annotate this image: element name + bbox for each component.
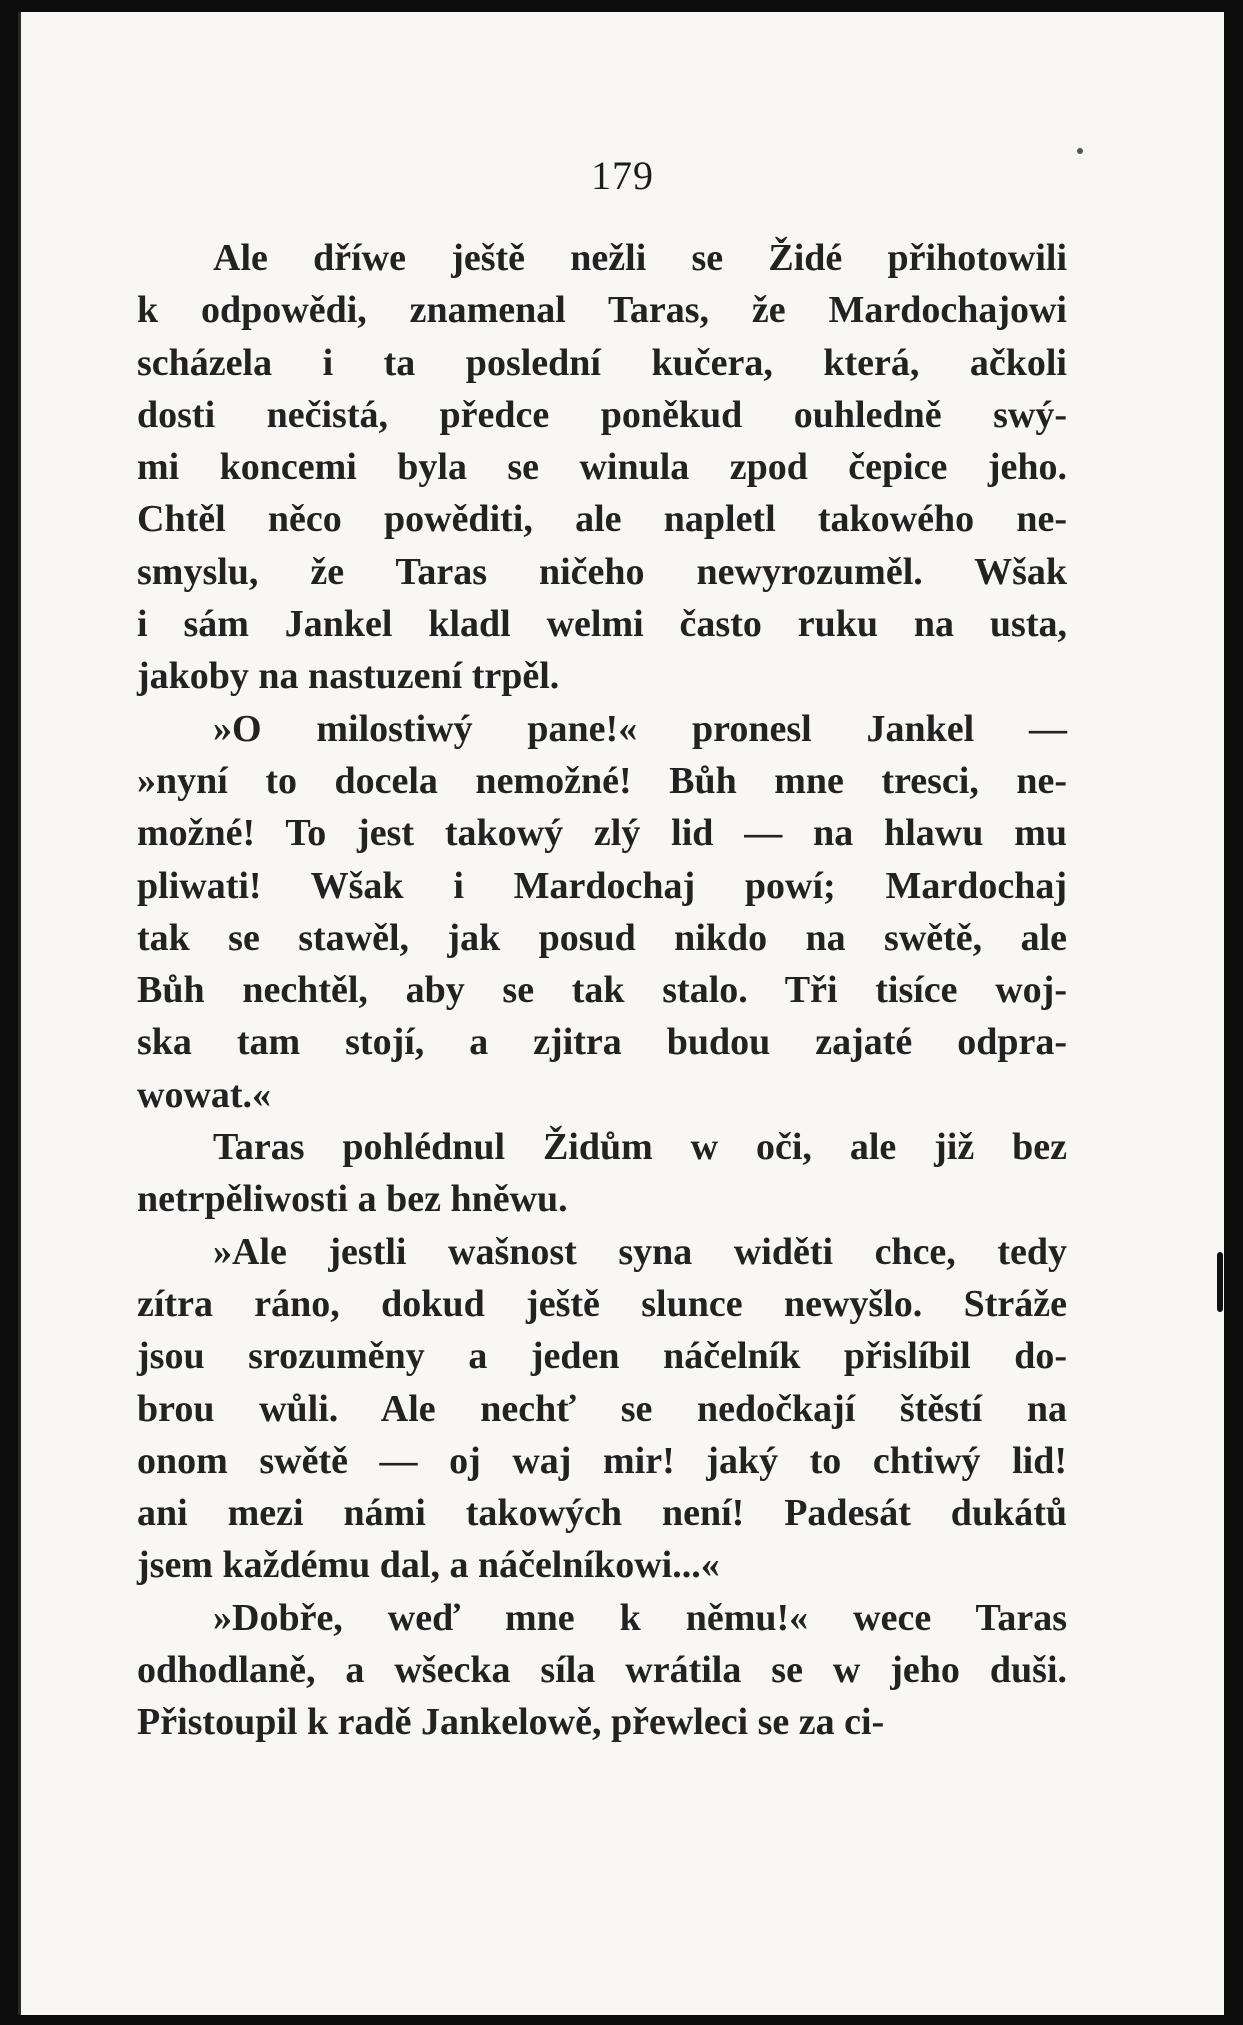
- text-line: jsem každému dal, a náčelníkowi...«: [137, 1544, 720, 1587]
- text-line: pliwati! Wšak i Mardochaj powí; Mardochaj: [137, 864, 1067, 907]
- text-line: mi koncemi byla se winula zpod čepice jeho.: [137, 446, 1067, 489]
- text-line: »nyní to docela nemožné! Bůh mne tresci, ne-: [137, 759, 1067, 802]
- text-line: i sám Jankel kladl welmi často ruku na usta,: [137, 603, 1067, 646]
- text-line: jakoby na nastuzení trpěl.: [137, 655, 560, 698]
- text-line: ani mezi námi takowých není! Padesát dukátů: [137, 1492, 1067, 1535]
- text-line: »Dobře, weď mne k němu!« wece Taras: [213, 1596, 1067, 1639]
- text-line: ska tam stojí, a zjitra budou zajaté odpra-: [137, 1021, 1067, 1064]
- text-line: »O milostiwý pane!« pronesl Jankel —: [213, 707, 1067, 750]
- text-line: »Ale jestli wašnost syna widěti chce, tedy: [213, 1230, 1067, 1273]
- text-line: k odpowědi, znamenal Taras, že Mardochajowi: [137, 289, 1067, 332]
- page-number: 179: [591, 153, 654, 198]
- text-line: Chtěl něco powěditi, ale napletl takowého ne-: [137, 498, 1067, 541]
- text-line: onom swětě — oj waj mir! jaký to chtiwý lid!: [137, 1439, 1067, 1482]
- text-line: Přistoupil k radě Jankelowě, přewleci se za ci-: [137, 1701, 885, 1744]
- text-line: Taras pohlédnul Židům w oči, ale již bez: [213, 1126, 1067, 1169]
- scan-speck: [1077, 148, 1083, 154]
- text-line: možné! To jest takowý zlý lid — na hlawu mu: [137, 812, 1067, 855]
- text-line: brou wůli. Ale nechť se nedočkají štěstí na: [137, 1387, 1067, 1430]
- text-line: jsou srozuměny a jeden náčelník přislíbil do-: [137, 1335, 1067, 1378]
- text-line: Ale dříwe ještě nežli se Židé přihotowili: [213, 237, 1067, 279]
- paragraph: [137, 232, 1067, 703]
- text-line: Bůh nechtěl, aby se tak stalo. Tři tisíce woj-: [137, 969, 1067, 1012]
- text-line: odhodlaně, a wšecka síla wrátila se w jeho duši.: [137, 1649, 1067, 1692]
- paragraph: [137, 703, 1067, 1121]
- text-line: zítra ráno, dokud ještě slunce newyšlo. Stráže: [137, 1282, 1067, 1325]
- text-line: dosti nečistá, předce poněkud ouhledně swý-: [137, 393, 1067, 436]
- paragraph: [137, 1121, 1067, 1226]
- text-line: netrpěliwosti a bez hněwu.: [137, 1178, 568, 1221]
- paragraph: [137, 1592, 1067, 1749]
- paragraph: [137, 1226, 1067, 1592]
- scan-speck: [1217, 1252, 1223, 1312]
- book-page: [18, 12, 1224, 2015]
- body-text: [137, 232, 1067, 1749]
- text-line: smyslu, že Taras ničeho newyrozuměl. Wšak: [137, 550, 1067, 593]
- text-line: scházela i ta poslední kučera, která, ačkoli: [137, 341, 1067, 384]
- text-line: tak se stawěl, jak posud nikdo na swětě, ale: [137, 916, 1067, 959]
- text-line: wowat.«: [137, 1073, 272, 1116]
